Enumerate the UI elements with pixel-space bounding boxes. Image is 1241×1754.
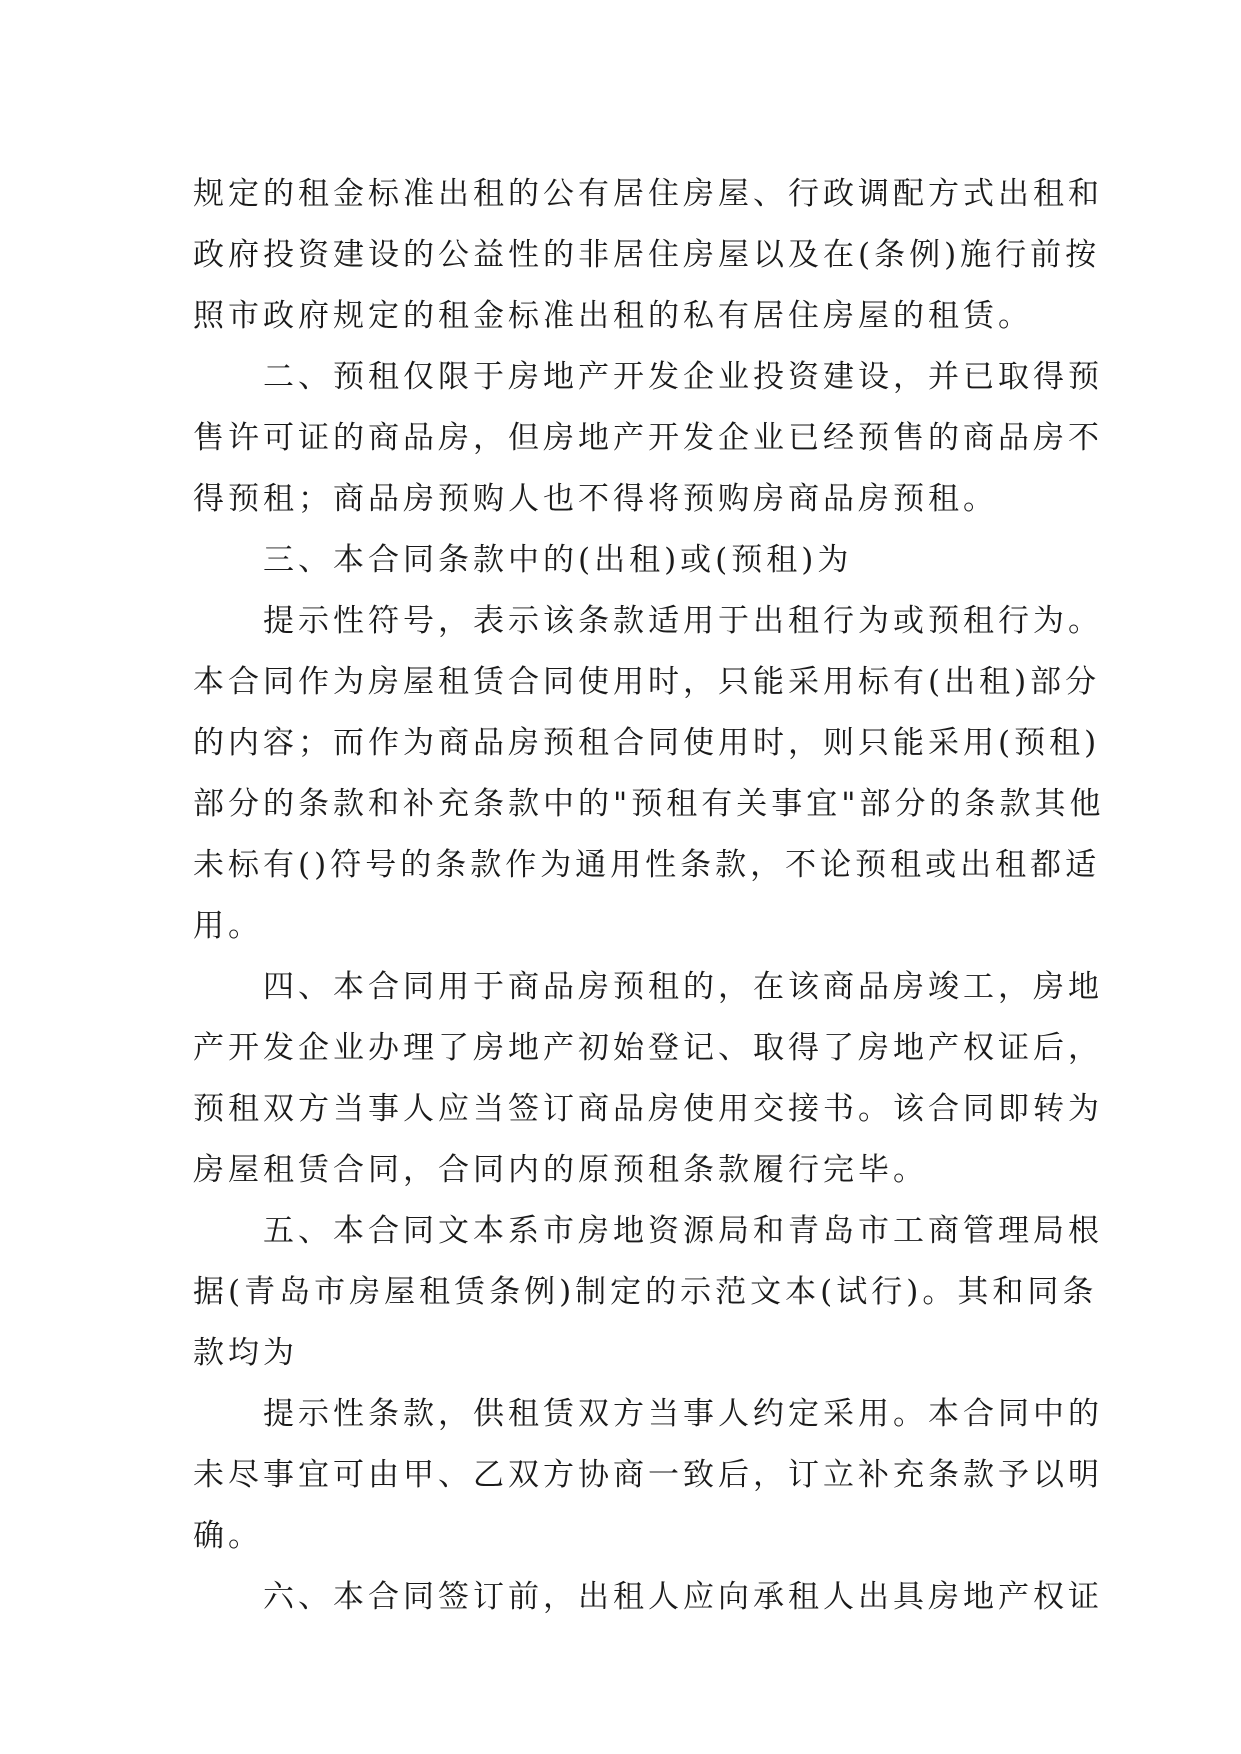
paragraph-start-line: 二、预租仅限于房地产开发企业投资建设，并已取得预 [263, 359, 1103, 395]
text-line: 部分的条款和补充条款中的"预租有关事宜"部分的条款其他 [193, 786, 1105, 822]
text-line: 据(青岛市房屋租赁条例)制定的示范文本(试行)。其和同条 [193, 1274, 1098, 1310]
text-line: 本合同作为房屋租赁合同使用时，只能采用标有(出租)部分 [193, 664, 1101, 700]
paragraph-start-line: 提示性条款，供租赁双方当事人约定采用。本合同中的 [263, 1396, 1103, 1432]
text-line: 款均为 [193, 1335, 298, 1371]
paragraph-start-line: 三、本合同条款中的(出租)或(预租)为 [263, 542, 853, 578]
text-line: 的内容；而作为商品房预租合同使用时，则只能采用(预租) [193, 725, 1101, 761]
text-line: 确。 [193, 1518, 263, 1554]
text-line: 政府投资建设的公益性的非居住房屋以及在(条例)施行前按 [193, 237, 1101, 273]
text-line: 产开发企业办理了房地产初始登记、取得了房地产权证后， [193, 1030, 1103, 1066]
paragraph-start-line: 四、本合同用于商品房预租的，在该商品房竣工，房地 [263, 969, 1103, 1005]
paragraph-start-line: 提示性符号，表示该条款适用于出租行为或预租行为。 [263, 603, 1103, 639]
paragraph-start-line: 六、本合同签订前，出租人应向承租人出具房地产权证 [263, 1579, 1103, 1615]
document-body [193, 164, 1105, 1628]
text-line: 规定的租金标准出租的公有居住房屋、行政调配方式出租和 [193, 176, 1103, 212]
text-line: 得预租；商品房预购人也不得将预购房商品房预租。 [193, 481, 998, 517]
text-line: 未尽事宜可由甲、乙双方协商一致后，订立补充条款予以明 [193, 1457, 1103, 1493]
text-line: 未标有()符号的条款作为通用性条款，不论预租或出租都适 [193, 847, 1101, 883]
text-line: 照市政府规定的租金标准出租的私有居住房屋的租赁。 [193, 298, 1033, 334]
paragraph-start-line: 五、本合同文本系市房地资源局和青岛市工商管理局根 [263, 1213, 1103, 1249]
text-line: 售许可证的商品房，但房地产开发企业已经预售的商品房不 [193, 420, 1103, 456]
text-line: 房屋租赁合同，合同内的原预租条款履行完毕。 [193, 1152, 928, 1188]
text-line: 用。 [193, 908, 263, 944]
text-line: 预租双方当事人应当签订商品房使用交接书。该合同即转为 [193, 1091, 1103, 1127]
